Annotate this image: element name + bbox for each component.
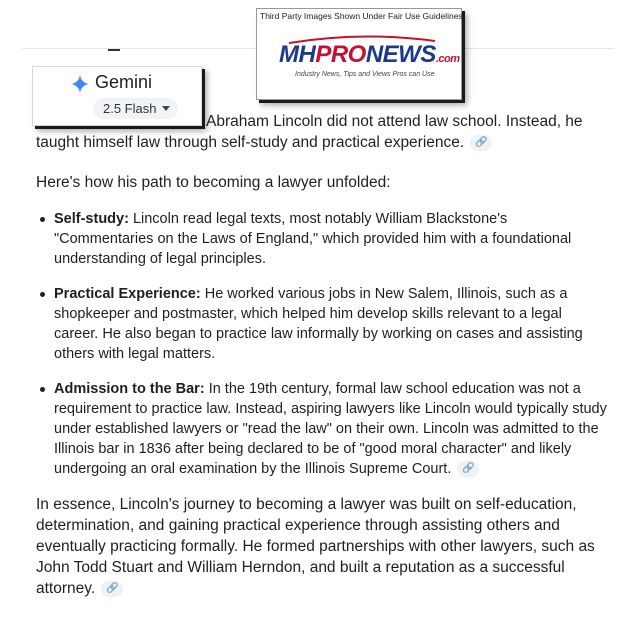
link-icon[interactable]: 🔗	[470, 135, 492, 151]
link-icon[interactable]: 🔗	[101, 581, 123, 597]
mhpronews-logo-image	[256, 8, 462, 100]
logo-tagline: Industry News, Tips and Views Pros can Use	[295, 71, 435, 78]
response-body	[36, 111, 608, 599]
intro-line-2: taught himself law through self-study and practical experience. 🔗	[36, 132, 608, 153]
dash-mark	[108, 49, 120, 51]
bullet-title: Self-study:	[54, 211, 129, 227]
model-name: Gemini	[95, 72, 153, 92]
bullet-title: Practical Experience:	[54, 286, 201, 302]
bullet-text: In the 19th century, formal law school education was not a requirement to practice law. Instead, aspiring lawyers like Lincoln would typically study under established lawyers or "read the law" on their own. Lincoln was admitted to the Illinois bar in 1836 after being declared to be of "good moral character" and likely undergoing an oral examination by the Illinois Supreme Court.	[54, 381, 607, 477]
bullet-title: Admission to the Bar:	[54, 381, 205, 397]
model-version-label: 2.5 Flash	[103, 101, 157, 116]
logo-wordmark: MHPRONEWS.com	[279, 41, 460, 68]
list-item	[54, 284, 608, 364]
section-subheading: Here's how his path to becoming a lawyer unfolded:	[36, 174, 391, 191]
bullet-text: He worked various jobs in New Salem, Illinois, such as a shopkeeper and postmaster, which helped him develop skills relevant to a legal career. He also began to practice law informally by working on cases and assisting others with legal matters.	[54, 286, 583, 362]
fair-use-caption: Third Party Images Shown Under Fair Use Guidelines	[260, 11, 463, 21]
steps-list	[36, 209, 608, 479]
list-item	[54, 209, 608, 269]
bullet-text: Lincoln read legal texts, most notably William Blackstone's "Commentaries on the Laws of England," which provided him with a foundational understanding of legal principles.	[54, 211, 572, 267]
link-icon[interactable]: 🔗	[457, 461, 479, 477]
intro-line-1: Abraham Lincoln did not attend law school. Instead, he	[206, 113, 583, 130]
gemini-star-icon	[71, 75, 89, 93]
list-item	[54, 379, 608, 479]
conclusion-paragraph: In essence, Lincoln's journey to becoming a lawyer was built on self-education, determination, and gaining practical experience through assisting others and eventually practicing formally. He formed partnerships with other lawyers, such as John Todd Stuart and William Herndon, and built a reputation as a successful attorney. 🔗	[36, 496, 595, 597]
